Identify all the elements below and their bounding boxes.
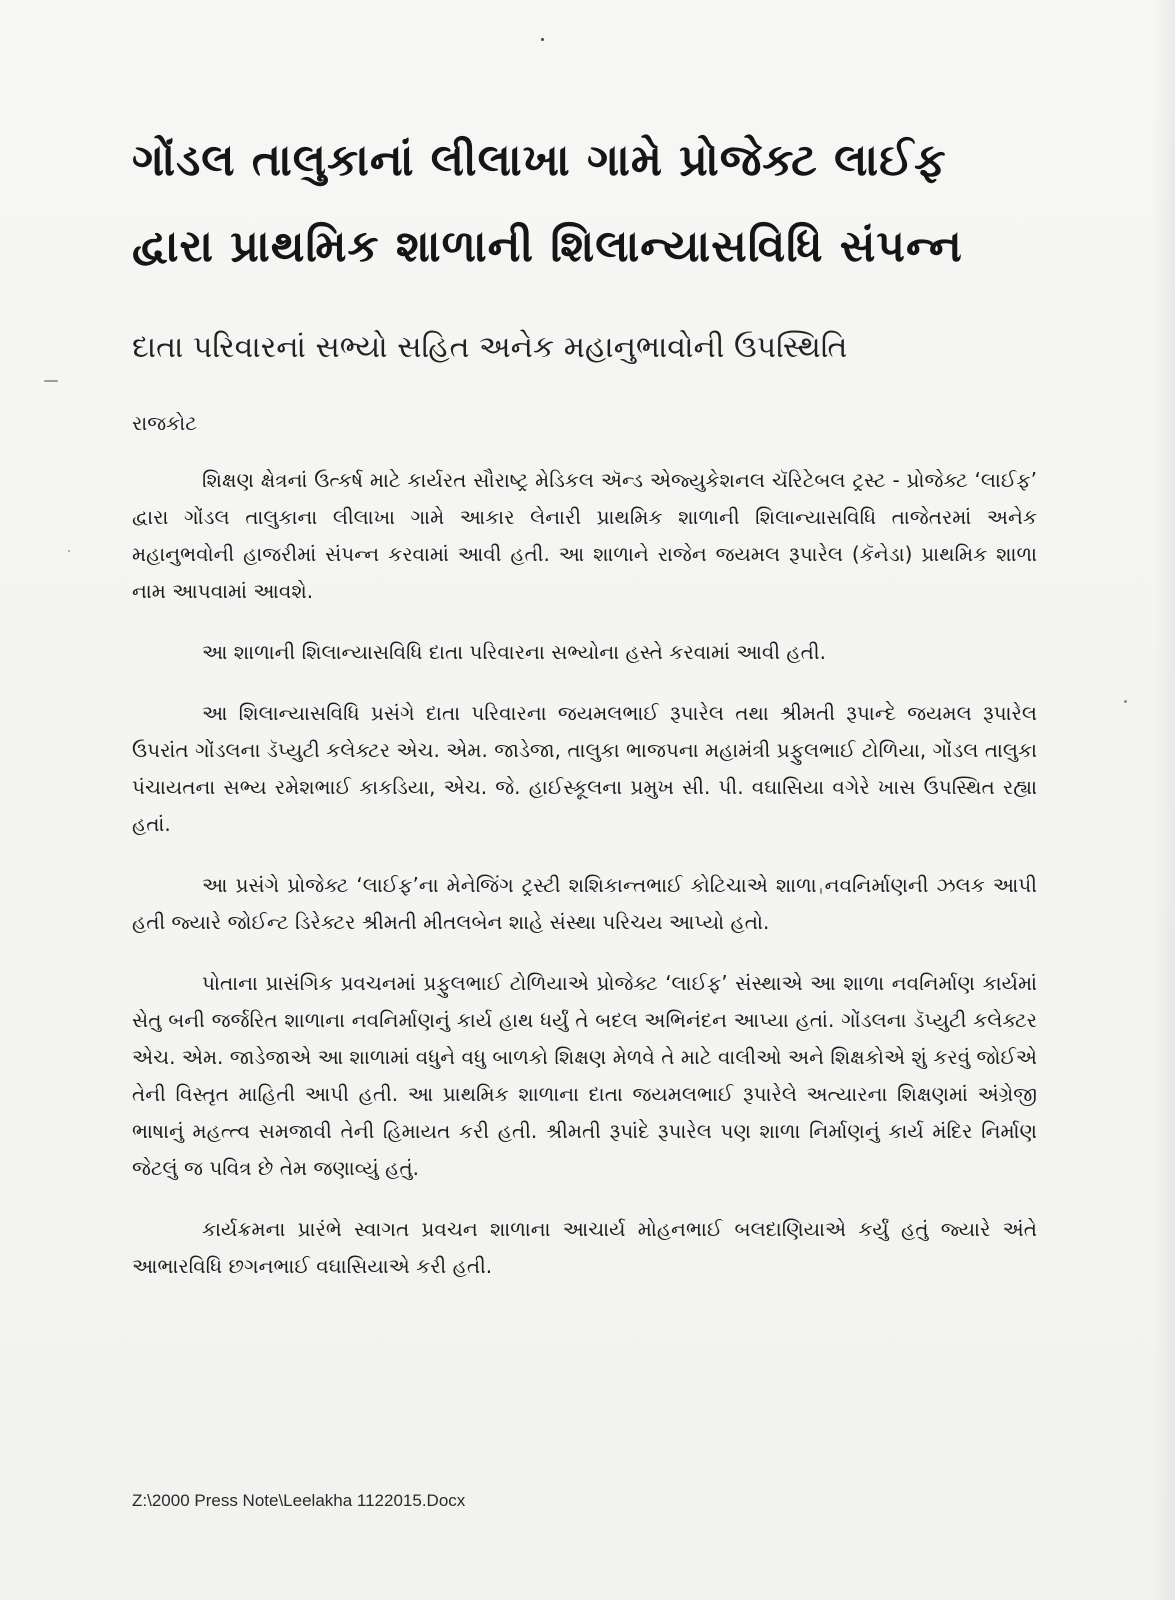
paragraph: પોતાના પ્રાસંગિક પ્રવચનમાં પ્રફુલભાઈ ટોળિયાએ પ્રોજેક્ટ ‘લાઈફ’ સંસ્થાએ આ શાળા નવનિર્માણ કાર્યમાં સેતુ બની જર્જરિત શાળાના નવનિર્માણનું કાર્ય હાથ ધર્યું તે બદલ અભિનંદન આપ્યા હતાં. ગોંડલના ડૅપ્યુટી કલેક્ટર એચ. એમ. જાડેજાએ આ શાળામાં વધુને વધુ બાળકો શિક્ષણ મેળવે તે માટે વાલીઓ અને શિક્ષકોએ શું કરવું જોઈએ તેની વિસ્તૃત માહિતી આપી હતી. આ પ્રાથમિક શાળાના દાતા જયમલભાઈ રૂપારેલે અત્યારના શિક્ષણમાં અંગ્રેજી ભાષાનું મહત્ત્વ સમજાવી તેની હિમાયત કરી હતી. શ્રીમતી રૂપાંદે રૂપારેલ પણ શાળા નિર્માણનું કાર્ય મંદિર નિર્માણ જેટલું જ પવિત્ર છે તેમ જણાવ્યું હતું.	[132, 971, 1037, 1180]
paragraph: આ શિલાન્યાસવિધિ પ્રસંગે દાતા પરિવારના જયમલભાઈ રૂપારેલ તથા શ્રીમતી રૂપાન્દે જયમલ રૂપારેલ ઉપરાંત ગોંડલના ડૅપ્યુટી કલેક્ટર એચ. એમ. જાડેજા, તાલુકા ભાજપના મહામંત્રી પ્રફુલભાઈ ટોળિયા, ગોંડલ તાલુકા પંચાયતના સભ્ય રમેશભાઈ કાકડિયા, એચ. જે. હાઈસ્કૂલના પ્રમુખ સી. પી. વઘાસિયા વગેરે ખાસ ઉપસ્થિત રહ્યા હતાં.	[132, 701, 1037, 836]
paragraph: શિક્ષણ ક્ષેત્રનાં ઉત્કર્ષ માટે કાર્યરત સૌરાષ્ટ્ર મેડિકલ ઍન્ડ એજ્યુકેશનલ ચૅરિટેબલ ટ્રસ્ટ - પ્રોજેક્ટ ‘લાઈફ’ દ્વારા ગોંડલ તાલુકાના લીલાખા ગામે આકાર લેનારી પ્રાથમિક શાળાની શિલાન્યાસવિધિ તાજેતરમાં અનેક મહાનુભવોની હાજરીમાં સંપન્ન કરવામાં આવી હતી. આ શાળાને રાજેન જયમલ રૂપારેલ (કૅનેડા) પ્રાથમિક શાળા નામ આપવામાં આવશે.	[132, 468, 1037, 603]
dateline: રાજકોટ	[132, 411, 197, 435]
paragraph: આ શાળાની શિલાન્યાસવિધિ દાતા પરિવારના સભ્યોના હસ્તે કરવામાં આવી હતી.	[202, 640, 826, 664]
headline-line-1: ગોંડલ તાલુકાનાં લીલાખા ગામે પ્રોજેક્ટ લાઈફ	[132, 135, 947, 186]
headline-line-2: દ્વારા પ્રાથમિક શાળાની શિલાન્યાસવિધિ સંપન્ન	[132, 221, 963, 272]
scan-speck	[68, 550, 70, 552]
paragraph: કાર્યક્રમના પ્રારંભે સ્વાગત પ્રવચન શાળાના આચાર્ય મોહનભાઈ બલદાણિયાએ કર્યું હતું જ્યારે અંતે આભારવિધિ છગનભાઈ વઘાસિયાએ કરી હતી.	[132, 1217, 1037, 1278]
scan-speck	[44, 380, 58, 382]
scan-speck	[1124, 700, 1127, 703]
headline	[132, 118, 1052, 290]
article-body	[132, 462, 1037, 1309]
page-edge-shadow	[1153, 0, 1175, 1600]
file-path-footer: Z:\2000 Press Note\Leelakha 1122015.Docx	[132, 1491, 466, 1510]
scan-speck	[541, 38, 544, 41]
subheadline: દાતા પરિવારનાં સભ્યો સહિત અનેક મહાનુભાવોની ઉપસ્થિતિ	[132, 330, 848, 365]
paragraph: આ પ્રસંગે પ્રોજેક્ટ ‘લાઈફ’ના મેનેજિંગ ટ્રસ્ટી શશિકાન્તભાઈ કોટિચાએ શાળા નવનિર્માણની ઝલક આપી હતી જ્યારે જોઈન્ટ ડિરેક્ટર શ્રીમતી મીતલબેન શાહે સંસ્થા પરિચય આપ્યો હતો.	[132, 873, 1037, 934]
